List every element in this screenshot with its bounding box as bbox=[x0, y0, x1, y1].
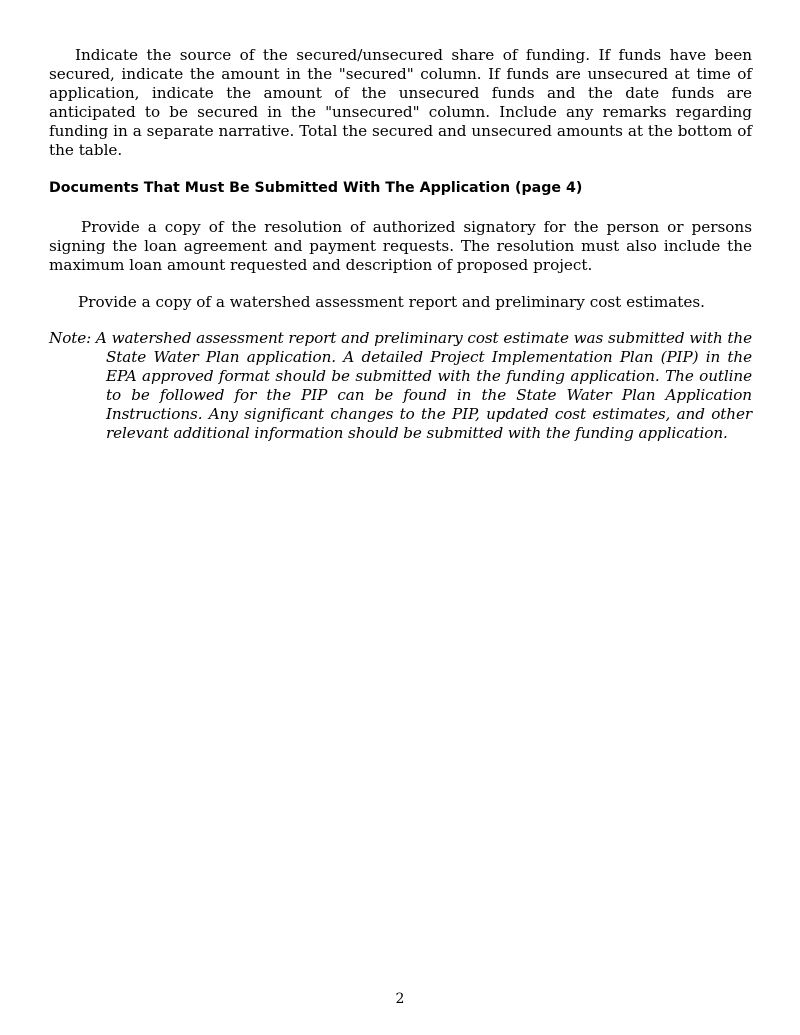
documents-heading: Documents That Must Be Submitted With The Application (page 4) bbox=[49, 180, 583, 197]
watershed-paragraph: Provide a copy of a watershed assessment report and preliminary cost estimates. bbox=[78, 293, 705, 312]
document-body bbox=[49, 46, 752, 442]
page-number: 2 bbox=[395, 991, 405, 1007]
note-paragraph: Note: A watershed assessment report and preliminary cost estimate was submitted with the State Water Plan application. A detailed Project Implementation Plan (PIP) in the EPA approved format should be submitted with the funding application. The outline to be followed for the PIP can be found in the State Water Plan Application Instructions. Any significant changes to the PIP, updated cost estimates, and other relevant additional information should be submitted with the funding application. bbox=[49, 328, 752, 442]
resolution-paragraph: Provide a copy of the resolution of authorized signatory for the person or persons signing the loan agreement and payment requests. The resolution must also include the maximum loan amount requested and description of proposed project. bbox=[49, 218, 752, 275]
source-of-funding-paragraph: Indicate the source of the secured/unsecured share of funding. If funds have been secured, indicate the amount in the "secured" column. If funds are unsecured at time of application, indicate the amount of the unsecured funds and the date funds are anticipated to be secured in the "unsecured" column. Include any remarks regarding funding in a separate narrative. Total the secured and unsecured amounts at the bottom of the table. bbox=[49, 46, 752, 159]
